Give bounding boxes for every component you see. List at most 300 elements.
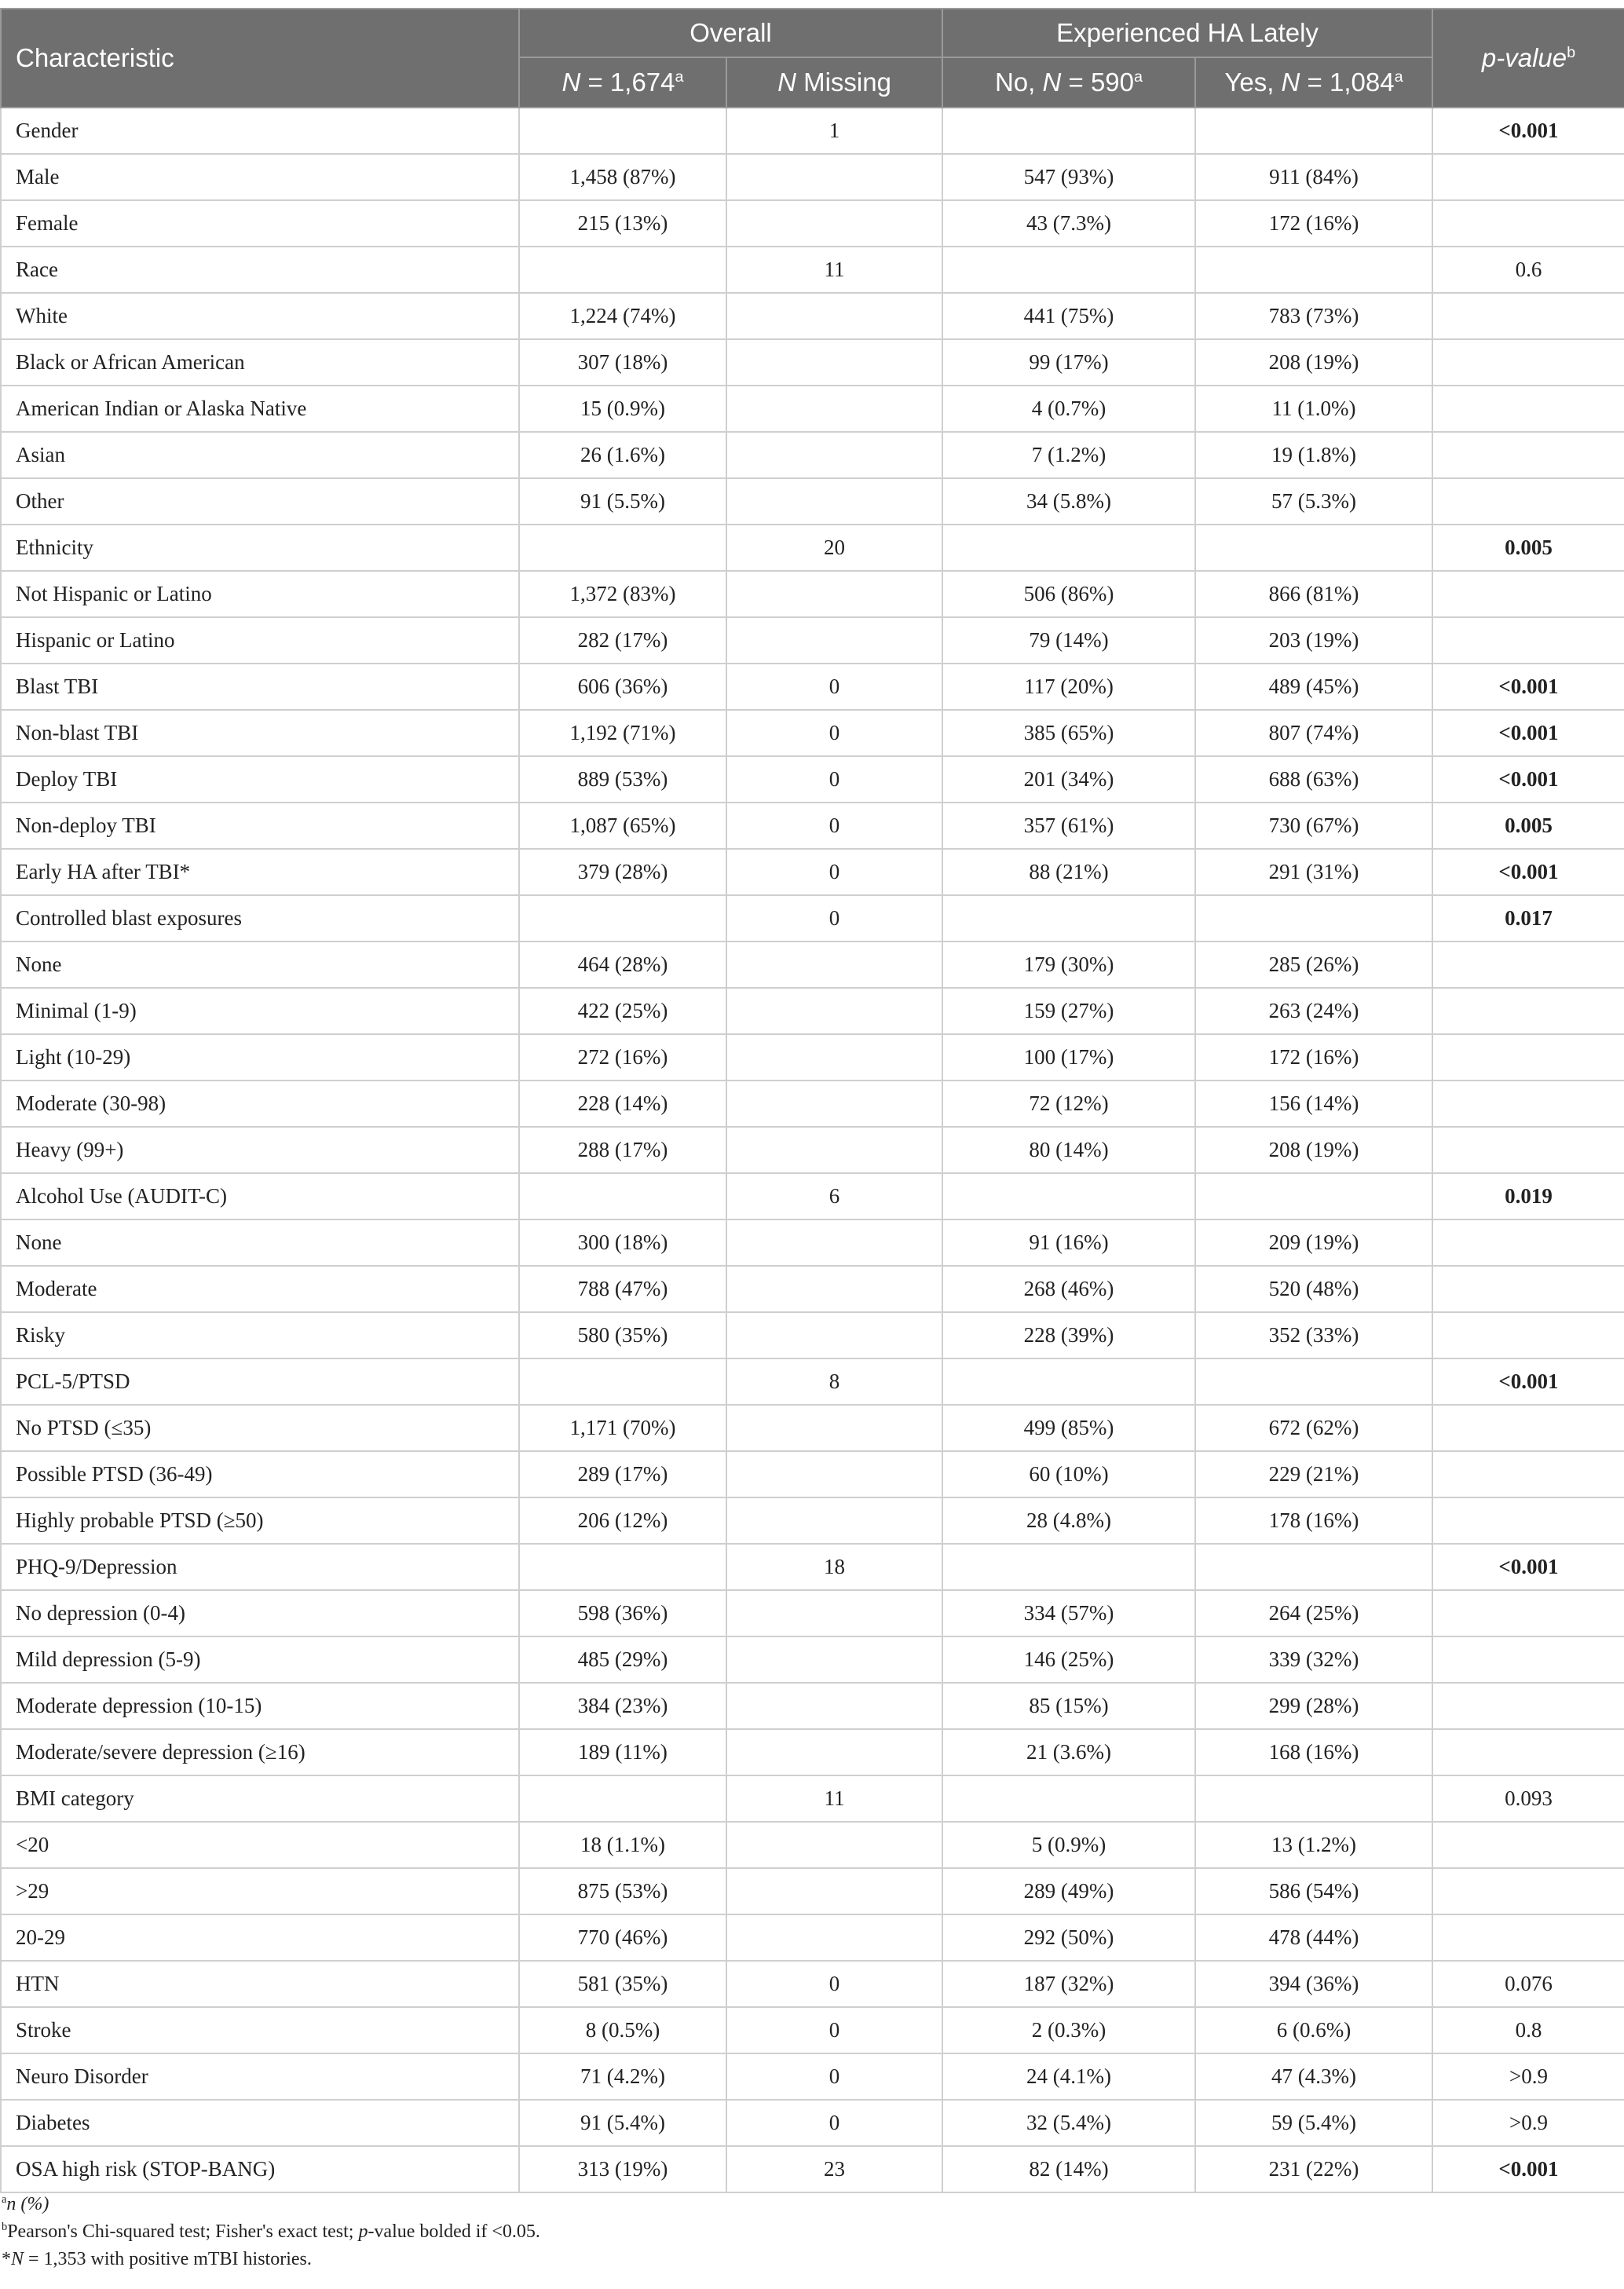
- cell-characteristic: Controlled blast exposures: [1, 895, 519, 942]
- cell-p-value: [1432, 1266, 1624, 1312]
- header-overall-n-symbol: N: [561, 68, 581, 97]
- cell-p-value: [1432, 339, 1624, 386]
- cell-overall-n: 26 (1.6%): [519, 432, 726, 478]
- cell-p-value: <0.001: [1432, 664, 1624, 710]
- cell-n-missing: 0: [726, 2053, 942, 2100]
- cell-characteristic: Deploy TBI: [1, 756, 519, 803]
- table-row: [1, 339, 1624, 386]
- cell-n-missing: 1: [726, 108, 942, 154]
- cell-overall-n: 770 (46%): [519, 1914, 726, 1961]
- cell-overall-n: [519, 247, 726, 293]
- cell-overall-n: 8 (0.5%): [519, 2007, 726, 2053]
- cell-n-missing: [726, 154, 942, 200]
- cell-overall-n: 71 (4.2%): [519, 2053, 726, 2100]
- table-row: [1, 1775, 1624, 1822]
- cell-n-missing: [726, 339, 942, 386]
- table-row: [1, 2053, 1624, 2100]
- cell-n-missing: [726, 942, 942, 988]
- cell-overall-n: 422 (25%): [519, 988, 726, 1034]
- cell-ha-yes: 688 (63%): [1195, 756, 1432, 803]
- table-row: [1, 617, 1624, 664]
- cell-p-value: 0.6: [1432, 247, 1624, 293]
- cell-ha-yes: 209 (19%): [1195, 1219, 1432, 1266]
- cell-overall-n: 282 (17%): [519, 617, 726, 664]
- cell-p-value: [1432, 1405, 1624, 1451]
- cell-n-missing: 23: [726, 2146, 942, 2192]
- cell-overall-n: 889 (53%): [519, 756, 726, 803]
- cell-overall-n: 1,171 (70%): [519, 1405, 726, 1451]
- table-row: [1, 1081, 1624, 1127]
- cell-p-value: [1432, 478, 1624, 525]
- cell-characteristic: Diabetes: [1, 2100, 519, 2146]
- cell-ha-yes: 13 (1.2%): [1195, 1822, 1432, 1868]
- cell-p-value: 0.017: [1432, 895, 1624, 942]
- cell-overall-n: [519, 895, 726, 942]
- cell-ha-yes: 203 (19%): [1195, 617, 1432, 664]
- cell-characteristic: <20: [1, 1822, 519, 1868]
- cell-n-missing: [726, 1868, 942, 1914]
- table-row: [1, 1034, 1624, 1081]
- cell-characteristic: Risky: [1, 1312, 519, 1358]
- cell-ha-yes: 730 (67%): [1195, 803, 1432, 849]
- cell-characteristic: Neuro Disorder: [1, 2053, 519, 2100]
- cell-characteristic: Ethnicity: [1, 525, 519, 571]
- cell-n-missing: 20: [726, 525, 942, 571]
- cell-characteristic: Male: [1, 154, 519, 200]
- cell-p-value: [1432, 1127, 1624, 1173]
- cell-characteristic: American Indian or Alaska Native: [1, 386, 519, 432]
- cell-p-value: <0.001: [1432, 1544, 1624, 1590]
- cell-overall-n: 300 (18%): [519, 1219, 726, 1266]
- header-experienced-ha: Experienced HA Lately: [942, 9, 1432, 57]
- cell-overall-n: 1,458 (87%): [519, 154, 726, 200]
- cell-ha-no: 547 (93%): [942, 154, 1195, 200]
- cell-n-missing: 0: [726, 2100, 942, 2146]
- header-yes-value: = 1,084: [1300, 68, 1395, 97]
- cell-ha-yes: 520 (48%): [1195, 1266, 1432, 1312]
- cell-ha-yes: 172 (16%): [1195, 1034, 1432, 1081]
- cell-ha-yes: 229 (21%): [1195, 1451, 1432, 1497]
- cell-characteristic: PCL-5/PTSD: [1, 1358, 519, 1405]
- cell-p-value: <0.001: [1432, 710, 1624, 756]
- cell-characteristic: Not Hispanic or Latino: [1, 571, 519, 617]
- cell-ha-yes: 478 (44%): [1195, 1914, 1432, 1961]
- table-row: [1, 664, 1624, 710]
- cell-ha-yes: 231 (22%): [1195, 2146, 1432, 2192]
- cell-ha-yes: 168 (16%): [1195, 1729, 1432, 1775]
- table-row: [1, 1497, 1624, 1544]
- cell-ha-no: 187 (32%): [942, 1961, 1195, 2007]
- cell-ha-no: 82 (14%): [942, 2146, 1195, 2192]
- cell-n-missing: [726, 1590, 942, 1636]
- table-row: [1, 1266, 1624, 1312]
- cell-ha-no: 228 (39%): [942, 1312, 1195, 1358]
- cell-ha-yes: 299 (28%): [1195, 1683, 1432, 1729]
- table-row: [1, 2007, 1624, 2053]
- table-row: [1, 108, 1624, 154]
- cell-characteristic: PHQ-9/Depression: [1, 1544, 519, 1590]
- cell-ha-no: [942, 1544, 1195, 1590]
- table-body: [1, 108, 1624, 2192]
- cell-p-value: 0.005: [1432, 525, 1624, 571]
- cell-characteristic: Heavy (99+): [1, 1127, 519, 1173]
- table-row: [1, 1868, 1624, 1914]
- cell-n-missing: [726, 1683, 942, 1729]
- cell-characteristic: White: [1, 293, 519, 339]
- cell-ha-no: 357 (61%): [942, 803, 1195, 849]
- cell-ha-yes: 489 (45%): [1195, 664, 1432, 710]
- cell-p-value: [1432, 1683, 1624, 1729]
- cell-overall-n: 464 (28%): [519, 942, 726, 988]
- cell-p-value: [1432, 617, 1624, 664]
- footnote-b-sup: b: [2, 2221, 8, 2233]
- cell-p-value: [1432, 1868, 1624, 1914]
- cell-ha-no: 506 (86%): [942, 571, 1195, 617]
- cell-ha-yes: 11 (1.0%): [1195, 386, 1432, 432]
- cell-n-missing: [726, 617, 942, 664]
- cell-ha-no: 7 (1.2%): [942, 432, 1195, 478]
- cell-characteristic: None: [1, 1219, 519, 1266]
- table-row: [1, 942, 1624, 988]
- cell-p-value: [1432, 988, 1624, 1034]
- cell-characteristic: Non-deploy TBI: [1, 803, 519, 849]
- cell-p-value: >0.9: [1432, 2053, 1624, 2100]
- cell-n-missing: [726, 1034, 942, 1081]
- cell-ha-no: 91 (16%): [942, 1219, 1195, 1266]
- cell-overall-n: 272 (16%): [519, 1034, 726, 1081]
- cell-characteristic: No depression (0-4): [1, 1590, 519, 1636]
- cell-ha-yes: 208 (19%): [1195, 1127, 1432, 1173]
- cell-ha-no: 179 (30%): [942, 942, 1195, 988]
- cell-characteristic: Light (10-29): [1, 1034, 519, 1081]
- cell-p-value: 0.093: [1432, 1775, 1624, 1822]
- cell-p-value: [1432, 1914, 1624, 1961]
- cell-ha-no: 289 (49%): [942, 1868, 1195, 1914]
- header-no: [942, 57, 1195, 108]
- cell-p-value: [1432, 571, 1624, 617]
- cell-n-missing: 0: [726, 895, 942, 942]
- cell-p-value: [1432, 1312, 1624, 1358]
- cell-n-missing: [726, 432, 942, 478]
- cell-ha-yes: 339 (32%): [1195, 1636, 1432, 1683]
- cell-ha-yes: 57 (5.3%): [1195, 478, 1432, 525]
- cell-p-value: [1432, 386, 1624, 432]
- cell-characteristic: Moderate/severe depression (≥16): [1, 1729, 519, 1775]
- cell-p-value: 0.8: [1432, 2007, 1624, 2053]
- table-row: [1, 386, 1624, 432]
- header-overall-n-value: = 1,674: [580, 68, 675, 97]
- cell-ha-no: 21 (3.6%): [942, 1729, 1195, 1775]
- cell-ha-no: 88 (21%): [942, 849, 1195, 895]
- cell-overall-n: 215 (13%): [519, 200, 726, 247]
- table-row: [1, 1729, 1624, 1775]
- cell-n-missing: [726, 1729, 942, 1775]
- characteristics-table: [0, 8, 1624, 2193]
- cell-n-missing: [726, 988, 942, 1034]
- cell-overall-n: [519, 1358, 726, 1405]
- cell-p-value: [1432, 942, 1624, 988]
- cell-characteristic: Highly probable PTSD (≥50): [1, 1497, 519, 1544]
- cell-overall-n: [519, 1775, 726, 1822]
- cell-n-missing: [726, 1312, 942, 1358]
- cell-ha-no: 79 (14%): [942, 617, 1195, 664]
- cell-overall-n: 91 (5.5%): [519, 478, 726, 525]
- cell-ha-no: [942, 1358, 1195, 1405]
- table-row: [1, 1358, 1624, 1405]
- cell-characteristic: Black or African American: [1, 339, 519, 386]
- cell-overall-n: 788 (47%): [519, 1266, 726, 1312]
- table-row: [1, 1544, 1624, 1590]
- cell-n-missing: 6: [726, 1173, 942, 1219]
- cell-n-missing: [726, 1266, 942, 1312]
- cell-overall-n: 15 (0.9%): [519, 386, 726, 432]
- cell-ha-yes: 59 (5.4%): [1195, 2100, 1432, 2146]
- cell-characteristic: Moderate depression (10-15): [1, 1683, 519, 1729]
- cell-overall-n: 288 (17%): [519, 1127, 726, 1173]
- cell-characteristic: Moderate: [1, 1266, 519, 1312]
- cell-p-value: [1432, 432, 1624, 478]
- cell-overall-n: [519, 1544, 726, 1590]
- cell-characteristic: Other: [1, 478, 519, 525]
- cell-characteristic: >29: [1, 1868, 519, 1914]
- cell-p-value: 0.005: [1432, 803, 1624, 849]
- cell-ha-no: [942, 1173, 1195, 1219]
- cell-characteristic: Early HA after TBI*: [1, 849, 519, 895]
- cell-n-missing: [726, 1405, 942, 1451]
- cell-n-missing: [726, 1822, 942, 1868]
- cell-ha-no: 385 (65%): [942, 710, 1195, 756]
- cell-overall-n: 379 (28%): [519, 849, 726, 895]
- cell-characteristic: Possible PTSD (36-49): [1, 1451, 519, 1497]
- cell-ha-yes: 285 (26%): [1195, 942, 1432, 988]
- cell-ha-no: 268 (46%): [942, 1266, 1195, 1312]
- cell-ha-yes: 394 (36%): [1195, 1961, 1432, 2007]
- cell-ha-yes: 866 (81%): [1195, 571, 1432, 617]
- cell-n-missing: 8: [726, 1358, 942, 1405]
- cell-n-missing: 0: [726, 1961, 942, 2007]
- cell-ha-no: [942, 1775, 1195, 1822]
- cell-n-missing: 0: [726, 756, 942, 803]
- table-row: [1, 895, 1624, 942]
- cell-characteristic: Blast TBI: [1, 664, 519, 710]
- cell-ha-yes: 47 (4.3%): [1195, 2053, 1432, 2100]
- table-row: [1, 1127, 1624, 1173]
- cell-ha-yes: [1195, 895, 1432, 942]
- header-yes-prefix: Yes,: [1224, 68, 1282, 97]
- cell-characteristic: 20-29: [1, 1914, 519, 1961]
- cell-ha-yes: [1195, 247, 1432, 293]
- footnote-a-sup: a: [2, 2193, 7, 2206]
- header-overall: Overall: [519, 9, 942, 57]
- cell-ha-yes: 6 (0.6%): [1195, 2007, 1432, 2053]
- cell-ha-no: 34 (5.8%): [942, 478, 1195, 525]
- cell-ha-no: 4 (0.7%): [942, 386, 1195, 432]
- cell-ha-no: 100 (17%): [942, 1034, 1195, 1081]
- header-yes: [1195, 57, 1432, 108]
- table-row: [1, 1914, 1624, 1961]
- cell-p-value: [1432, 1636, 1624, 1683]
- cell-p-value: <0.001: [1432, 2146, 1624, 2192]
- cell-ha-yes: 783 (73%): [1195, 293, 1432, 339]
- cell-ha-yes: 178 (16%): [1195, 1497, 1432, 1544]
- cell-p-value: [1432, 1081, 1624, 1127]
- cell-overall-n: 1,192 (71%): [519, 710, 726, 756]
- cell-overall-n: 581 (35%): [519, 1961, 726, 2007]
- cell-ha-yes: 807 (74%): [1195, 710, 1432, 756]
- cell-ha-no: 99 (17%): [942, 339, 1195, 386]
- cell-p-value: [1432, 1729, 1624, 1775]
- cell-n-missing: 0: [726, 664, 942, 710]
- cell-overall-n: 606 (36%): [519, 664, 726, 710]
- cell-overall-n: 875 (53%): [519, 1868, 726, 1914]
- header-yes-sup: a: [1394, 68, 1403, 86]
- table-row: [1, 1961, 1624, 2007]
- cell-characteristic: Race: [1, 247, 519, 293]
- cell-n-missing: 0: [726, 2007, 942, 2053]
- header-overall-n: [519, 57, 726, 108]
- table-row: [1, 1405, 1624, 1451]
- table-row: [1, 756, 1624, 803]
- table-row: [1, 1451, 1624, 1497]
- cell-ha-no: 146 (25%): [942, 1636, 1195, 1683]
- footnote-b-text-1: Pearson's Chi-squared test; Fisher's exact test;: [7, 2221, 359, 2242]
- cell-n-missing: 0: [726, 710, 942, 756]
- cell-overall-n: 485 (29%): [519, 1636, 726, 1683]
- cell-characteristic: Female: [1, 200, 519, 247]
- cell-ha-no: 28 (4.8%): [942, 1497, 1195, 1544]
- cell-characteristic: No PTSD (≤35): [1, 1405, 519, 1451]
- cell-n-missing: [726, 1127, 942, 1173]
- cell-overall-n: 289 (17%): [519, 1451, 726, 1497]
- cell-overall-n: [519, 525, 726, 571]
- cell-n-missing: 18: [726, 1544, 942, 1590]
- cell-ha-yes: 208 (19%): [1195, 339, 1432, 386]
- cell-characteristic: Mild depression (5-9): [1, 1636, 519, 1683]
- header-no-symbol: N: [1042, 68, 1062, 97]
- table-row: [1, 1683, 1624, 1729]
- header-p-value-sup: b: [1567, 44, 1576, 61]
- footnote-a: [2, 2191, 540, 2218]
- header-yes-symbol: N: [1281, 68, 1300, 97]
- header-n-missing: [726, 57, 942, 108]
- cell-n-missing: [726, 1081, 942, 1127]
- cell-p-value: [1432, 1034, 1624, 1081]
- table-row: [1, 1219, 1624, 1266]
- cell-ha-no: 441 (75%): [942, 293, 1195, 339]
- cell-ha-no: 2 (0.3%): [942, 2007, 1195, 2053]
- table-row: [1, 525, 1624, 571]
- table-row: [1, 293, 1624, 339]
- cell-p-value: 0.076: [1432, 1961, 1624, 2007]
- table-row: [1, 2146, 1624, 2192]
- cell-n-missing: [726, 571, 942, 617]
- cell-characteristic: Alcohol Use (AUDIT-C): [1, 1173, 519, 1219]
- cell-characteristic: Gender: [1, 108, 519, 154]
- cell-n-missing: [726, 478, 942, 525]
- cell-p-value: <0.001: [1432, 1358, 1624, 1405]
- table-footnotes: [2, 2191, 540, 2273]
- footnote-b-text-2: -value bolded if <0.05.: [368, 2221, 540, 2242]
- table-row: [1, 988, 1624, 1034]
- cell-n-missing: [726, 1451, 942, 1497]
- cell-ha-no: 159 (27%): [942, 988, 1195, 1034]
- table-row: [1, 1590, 1624, 1636]
- table-row: [1, 1312, 1624, 1358]
- cell-p-value: [1432, 200, 1624, 247]
- cell-ha-no: [942, 247, 1195, 293]
- table-row: [1, 1822, 1624, 1868]
- cell-overall-n: 1,372 (83%): [519, 571, 726, 617]
- cell-n-missing: 0: [726, 803, 942, 849]
- header-p-value: [1432, 9, 1624, 108]
- cell-p-value: [1432, 1822, 1624, 1868]
- cell-ha-yes: 586 (54%): [1195, 1868, 1432, 1914]
- table-row: [1, 200, 1624, 247]
- cell-overall-n: [519, 1173, 726, 1219]
- cell-ha-yes: 352 (33%): [1195, 1312, 1432, 1358]
- footnote-star-symbol: *: [2, 2249, 11, 2269]
- cell-n-missing: [726, 1497, 942, 1544]
- table-row: [1, 432, 1624, 478]
- cell-characteristic: HTN: [1, 1961, 519, 2007]
- cell-overall-n: 598 (36%): [519, 1590, 726, 1636]
- header-no-sup: a: [1134, 68, 1143, 86]
- table-container: [0, 8, 1624, 2193]
- cell-ha-yes: [1195, 1173, 1432, 1219]
- footnote-b-p: p: [358, 2221, 368, 2242]
- cell-p-value: 0.019: [1432, 1173, 1624, 1219]
- footnote-star-n: N: [11, 2249, 24, 2269]
- cell-overall-n: 307 (18%): [519, 339, 726, 386]
- cell-p-value: [1432, 293, 1624, 339]
- table-row: [1, 710, 1624, 756]
- cell-overall-n: 18 (1.1%): [519, 1822, 726, 1868]
- cell-ha-yes: 172 (16%): [1195, 200, 1432, 247]
- cell-p-value: <0.001: [1432, 849, 1624, 895]
- cell-characteristic: Stroke: [1, 2007, 519, 2053]
- cell-n-missing: 11: [726, 1775, 942, 1822]
- cell-ha-no: 60 (10%): [942, 1451, 1195, 1497]
- header-missing-symbol: N: [777, 68, 796, 97]
- cell-ha-no: 85 (15%): [942, 1683, 1195, 1729]
- cell-n-missing: [726, 1219, 942, 1266]
- cell-characteristic: Hispanic or Latino: [1, 617, 519, 664]
- cell-p-value: [1432, 1497, 1624, 1544]
- cell-ha-yes: 263 (24%): [1195, 988, 1432, 1034]
- table-row: [1, 1636, 1624, 1683]
- cell-n-missing: 11: [726, 247, 942, 293]
- cell-ha-yes: 911 (84%): [1195, 154, 1432, 200]
- cell-n-missing: [726, 1914, 942, 1961]
- cell-ha-no: 5 (0.9%): [942, 1822, 1195, 1868]
- cell-ha-no: 32 (5.4%): [942, 2100, 1195, 2146]
- cell-overall-n: 313 (19%): [519, 2146, 726, 2192]
- cell-overall-n: 91 (5.4%): [519, 2100, 726, 2146]
- cell-ha-no: [942, 895, 1195, 942]
- footnote-star-text: = 1,353 with positive mTBI histories.: [24, 2249, 312, 2269]
- cell-ha-yes: [1195, 1544, 1432, 1590]
- cell-ha-no: 117 (20%): [942, 664, 1195, 710]
- cell-p-value: [1432, 1590, 1624, 1636]
- cell-ha-yes: 672 (62%): [1195, 1405, 1432, 1451]
- cell-p-value: <0.001: [1432, 108, 1624, 154]
- cell-ha-no: 334 (57%): [942, 1590, 1195, 1636]
- table-row: [1, 1173, 1624, 1219]
- cell-n-missing: 0: [726, 849, 942, 895]
- header-no-value: = 590: [1061, 68, 1135, 97]
- cell-ha-no: [942, 108, 1195, 154]
- cell-p-value: [1432, 154, 1624, 200]
